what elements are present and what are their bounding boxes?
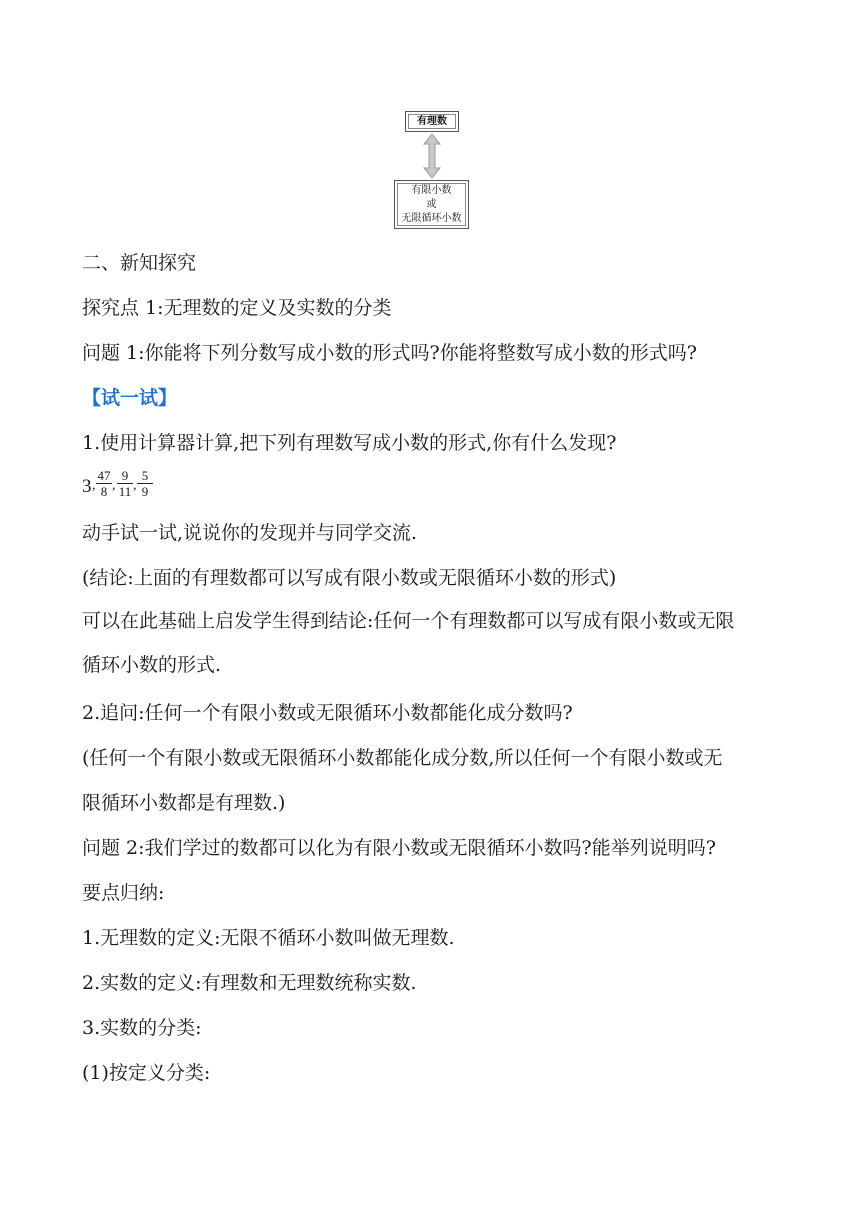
rational-number-box [405,111,459,132]
explore-point-1: 探究点 1:无理数的定义及实数的分类 [82,297,392,319]
double-arrow-icon [422,133,442,179]
fraction [137,468,153,499]
decimal-label-3: 无限循环小数 [401,213,462,224]
decimal-box [394,180,469,229]
answer-line: 限循环小数都是有理数.) [82,792,286,814]
denominator: 9 [141,484,149,499]
paragraph-line: 可以在此基础上启发学生得到结论:任何一个有理数都可以写成有限小数或无限 [82,610,735,632]
numerator: 5 [137,468,153,484]
whole-number: 3 [82,476,92,497]
task-2: 2.追问:任何一个有限小数或无限循环小数都能化成分数吗? [82,702,573,724]
comma: , [112,478,116,493]
denominator: 11 [118,484,132,499]
numerator: 47 [97,468,111,483]
instruction: 动手试一试,说说你的发现并与同学交流. [82,522,418,544]
try-it-heading: 【试一试】 [82,387,178,409]
classification-by-definition: (1)按定义分类: [82,1062,211,1084]
denominator: 8 [100,484,108,499]
answer-line: (任何一个有限小数或无限循环小数都能化成分数,所以任何一个有限小数或无 [82,747,723,769]
numerator: 9 [117,468,133,484]
question-1: 问题 1:你能将下列分数写成小数的形式吗?你能将整数写成小数的形式吗? [82,342,697,364]
decimal-label-2: 或 [426,199,437,210]
task-1: 1.使用计算器计算,把下列有理数写成小数的形式,你有什么发现? [82,432,617,454]
paragraph-line: 循环小数的形式. [82,654,222,676]
key-points-heading: 要点归纳: [82,882,165,904]
rational-number-diagram [0,0,860,240]
section-heading: 二、新知探究 [82,252,197,274]
rational-number-label: 有理数 [417,116,447,127]
comma: , [133,478,137,493]
fraction [117,468,133,499]
classification-heading: 3.实数的分类: [82,1017,202,1039]
decimal-label-1: 有限小数 [411,185,452,196]
question-2: 问题 2:我们学过的数都可以化为有限小数或无限循环小数吗?能举列说明吗? [82,837,716,859]
fraction [96,468,112,499]
definition-real: 2.实数的定义:有理数和无理数统称实数. [82,972,417,994]
comma: , [92,478,96,493]
definition-irrational: 1.无理数的定义:无限不循环小数叫做无理数. [82,927,455,949]
conclusion: (结论:上面的有理数都可以写成有限小数或无限循环小数的形式) [82,567,617,589]
